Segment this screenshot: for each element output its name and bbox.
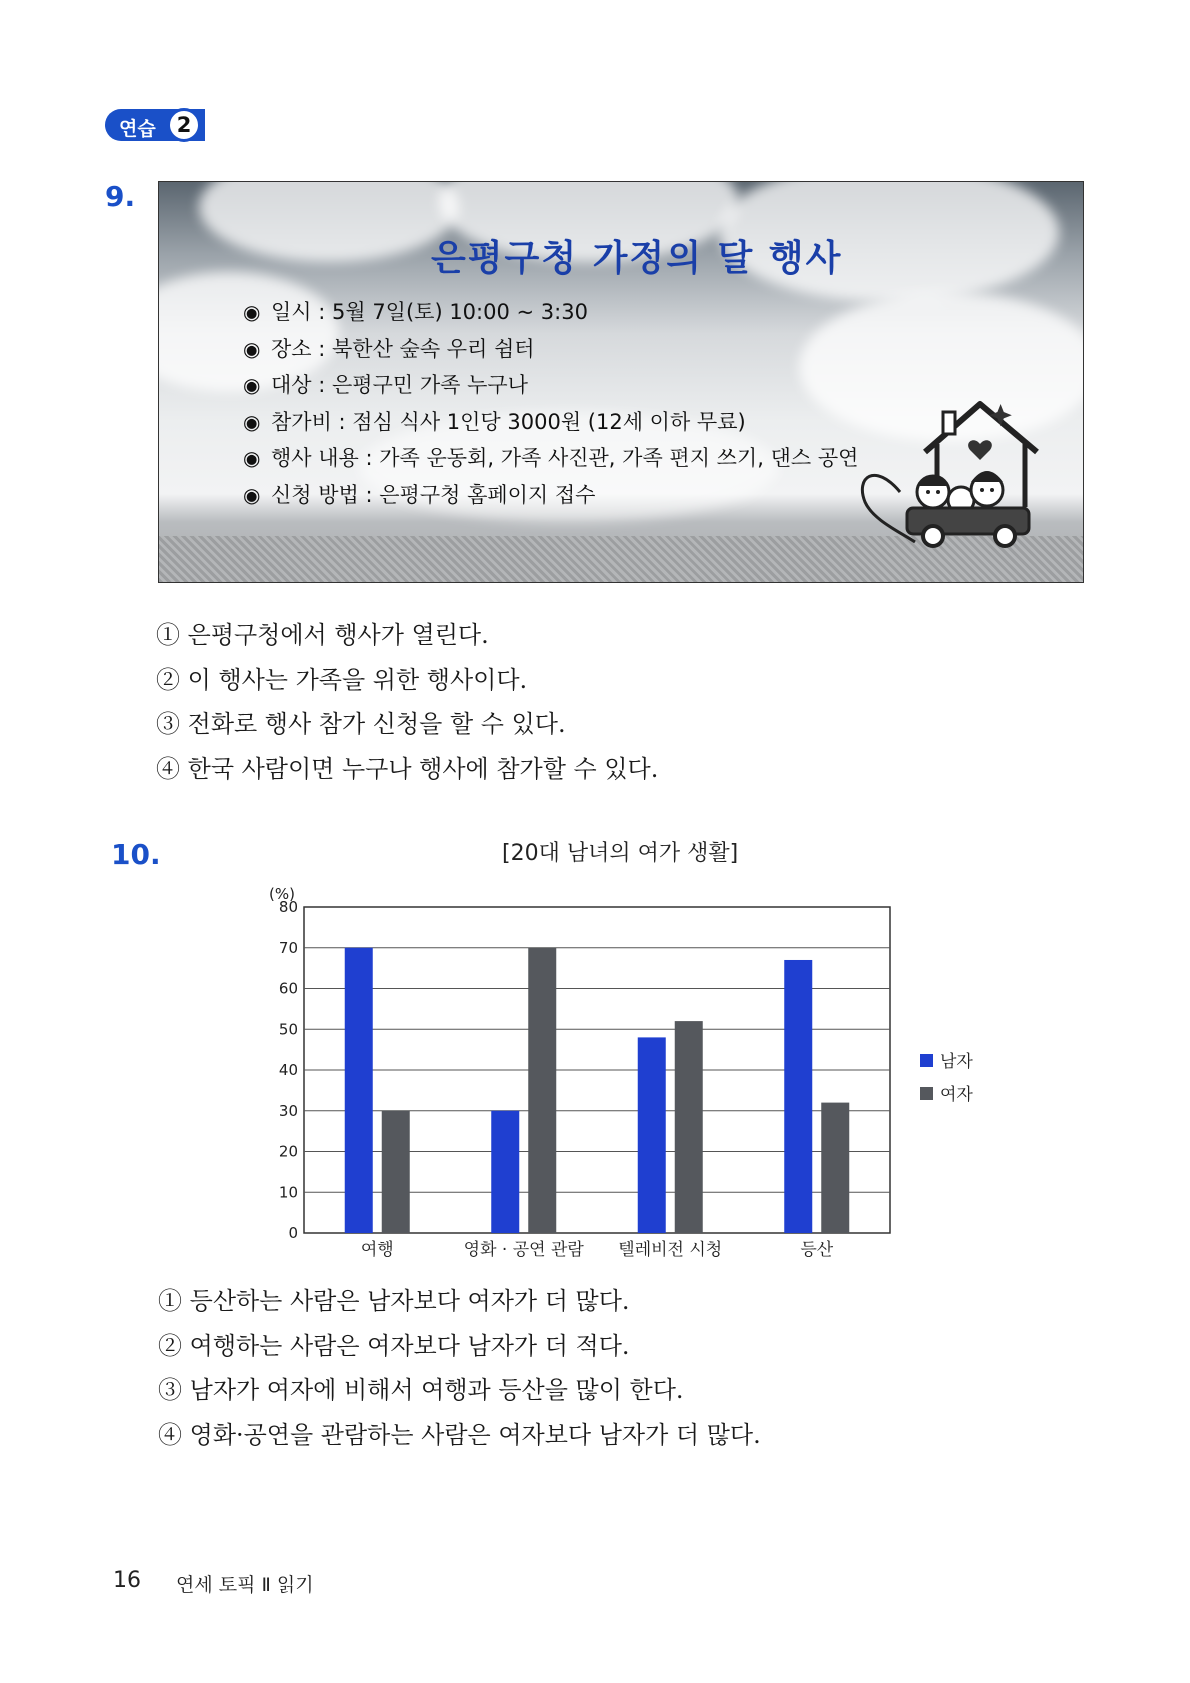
y-tick-label: 60 bbox=[278, 979, 298, 998]
question-10-options bbox=[158, 1279, 761, 1457]
poster-item-apply: ◉ 신청 방법 : 은평구청 홈페이지 접수 bbox=[243, 477, 858, 514]
bar-female bbox=[528, 948, 556, 1233]
book-title: 연세 토픽 Ⅱ 읽기 bbox=[176, 1574, 314, 1596]
y-axis-unit: (%) bbox=[269, 885, 295, 903]
poster-title: 은평구청 가정의 달 행사 bbox=[431, 238, 843, 279]
legend-swatch bbox=[920, 1054, 933, 1067]
bar-male bbox=[784, 960, 812, 1233]
y-tick-label: 80 bbox=[278, 898, 298, 916]
x-tick-label: 영화 · 공연 관람 bbox=[463, 1240, 584, 1260]
question-10-number: 10. bbox=[111, 838, 161, 871]
y-tick-label: 0 bbox=[288, 1224, 298, 1242]
legend-label: 남자 bbox=[940, 1052, 973, 1072]
question-9-options bbox=[156, 613, 658, 791]
y-tick-label: 10 bbox=[278, 1183, 298, 1202]
y-tick-label: 70 bbox=[278, 938, 298, 957]
y-tick-label: 40 bbox=[278, 1061, 298, 1079]
q9-option-3[interactable]: ③ 전화로 행사 참가 신청을 할 수 있다. bbox=[156, 710, 566, 738]
y-tick-label: 20 bbox=[278, 1142, 298, 1161]
bullet-icon: ◉ bbox=[243, 336, 261, 361]
y-tick-label: 50 bbox=[278, 1020, 298, 1039]
poster-details bbox=[243, 294, 858, 513]
bullet-icon: ◉ bbox=[243, 300, 261, 324]
bar-male bbox=[638, 1037, 666, 1233]
bullet-icon: ◉ bbox=[243, 482, 261, 507]
question-9-number: 9. bbox=[105, 180, 136, 213]
legend-label: 여자 bbox=[940, 1085, 973, 1105]
page-number: 16 bbox=[113, 1568, 141, 1593]
q10-option-4[interactable]: ④ 영화·공연을 관람하는 사람은 여자보다 남자가 더 많다. bbox=[158, 1420, 761, 1449]
q10-option-1[interactable]: ① 등산하는 사람은 남자보다 여자가 더 많다. bbox=[158, 1287, 630, 1315]
chart-title: [20대 남녀의 여가 생활] bbox=[502, 841, 739, 866]
bar-female bbox=[675, 1021, 703, 1233]
bar-female bbox=[821, 1103, 849, 1233]
poster-item-target: ◉ 대상 : 은평구민 가족 누구나 bbox=[243, 367, 858, 404]
badge-number: 2 bbox=[167, 108, 201, 142]
y-tick-label: 30 bbox=[278, 1101, 298, 1120]
poster-item-fee: ◉ 참가비 : 점심 식사 1인당 3000원 (12세 이하 무료) bbox=[243, 404, 858, 441]
q9-option-4[interactable]: ④ 한국 사람이면 누구나 행사에 참가할 수 있다. bbox=[156, 754, 659, 783]
x-tick-label: 등산 bbox=[800, 1240, 834, 1260]
leisure-bar-chart bbox=[262, 882, 1002, 1262]
x-tick-label: 여행 bbox=[360, 1240, 394, 1260]
bar-female bbox=[382, 1111, 410, 1233]
q10-option-3[interactable]: ③ 남자가 여자에 비해서 여행과 등산을 많이 한다. bbox=[158, 1376, 684, 1404]
bullet-icon: ◉ bbox=[243, 373, 261, 397]
q9-option-2[interactable]: ② 이 행사는 가족을 위한 행사이다. bbox=[156, 665, 528, 694]
event-poster bbox=[158, 181, 1084, 583]
bullet-icon: ◉ bbox=[243, 409, 261, 434]
bar-male bbox=[491, 1111, 519, 1233]
family-car-house-icon bbox=[855, 382, 1055, 552]
poster-item-place: ◉ 장소 : 북한산 숲속 우리 쉼터 bbox=[243, 331, 858, 368]
practice-badge bbox=[105, 109, 217, 141]
x-tick-label: 텔레비전 시청 bbox=[618, 1240, 723, 1260]
bullet-icon: ◉ bbox=[243, 446, 261, 470]
q10-option-2[interactable]: ② 여행하는 사람은 여자보다 남자가 더 적다. bbox=[158, 1331, 630, 1360]
q9-option-1[interactable]: ① 은평구청에서 행사가 열린다. bbox=[156, 621, 489, 649]
poster-item-date: ◉ 일시 : 5월 7일(토) 10:00 ~ 3:30 bbox=[243, 294, 858, 331]
legend-swatch bbox=[920, 1087, 933, 1100]
poster-item-program: ◉ 행사 내용 : 가족 운동회, 가족 사진관, 가족 편지 쓰기, 댄스 공연 bbox=[243, 440, 858, 477]
badge-label: 연습 bbox=[119, 118, 156, 140]
bar-male bbox=[345, 948, 373, 1233]
